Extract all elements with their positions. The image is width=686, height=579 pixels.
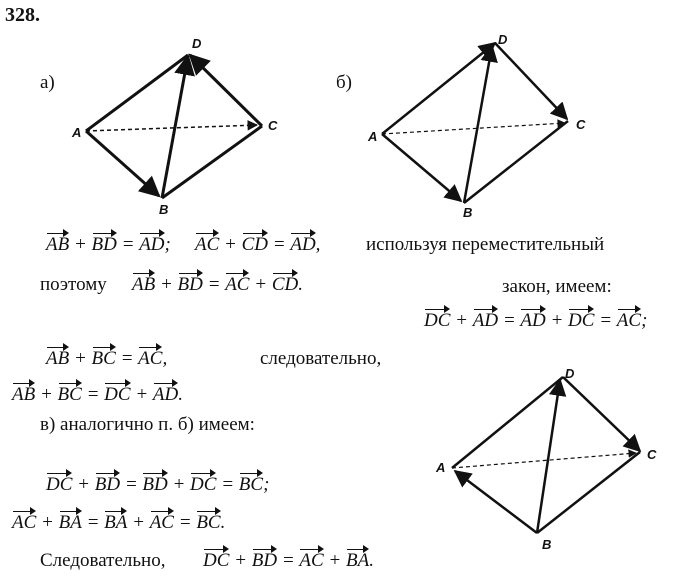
point-B-b: B bbox=[463, 205, 473, 220]
text-using-commutative: используя переместительный bbox=[366, 234, 605, 255]
equation-v1: DC + BD = BD + DC = BC; bbox=[46, 474, 270, 495]
point-A-a: A bbox=[72, 125, 82, 140]
vector-BA-c bbox=[455, 471, 537, 533]
equation-b3: AB + BC = DC + AD. bbox=[12, 384, 183, 405]
text-therefore: поэтому bbox=[40, 274, 107, 295]
point-A-c: A bbox=[436, 460, 446, 475]
text-law-we-have: закон, имеем: bbox=[502, 276, 612, 297]
label-part-b: б) bbox=[336, 72, 352, 93]
point-A-b: A bbox=[368, 129, 378, 144]
text-consequently: следовательно, bbox=[260, 348, 382, 369]
equation-v3: DC + BD = AC + BA. bbox=[203, 550, 374, 571]
equation-a2: AC + CD = AD, bbox=[195, 234, 321, 255]
problem-number: 328. bbox=[5, 4, 40, 26]
point-B-a: B bbox=[159, 202, 169, 217]
equation-b2: AB + BC = AC, bbox=[46, 348, 168, 369]
text-conclusion: Следовательно, bbox=[40, 550, 166, 571]
vector-DC-c bbox=[563, 377, 640, 451]
equation-v2: AC + BA = BA + AC = BC. bbox=[12, 512, 226, 533]
point-C-c: C bbox=[647, 447, 657, 462]
equation-b1: DC + AD = AD + DC = AC; bbox=[424, 310, 648, 331]
segment-AD-c bbox=[452, 377, 563, 468]
point-B-c: B bbox=[542, 537, 552, 552]
segment-BC-c bbox=[537, 452, 640, 533]
vector-AC-c bbox=[452, 453, 636, 468]
label-part-a: а) bbox=[40, 72, 55, 93]
point-D-a: D bbox=[192, 36, 202, 51]
equation-a3: AB + BD = AC + CD. bbox=[132, 274, 303, 295]
text-part-v: в) аналогично п. б) имеем: bbox=[40, 414, 255, 435]
point-C-a: C bbox=[268, 118, 278, 133]
equation-a1: AB + BD = AD; bbox=[46, 234, 171, 255]
vector-BD-c bbox=[537, 380, 560, 533]
point-C-b: C bbox=[576, 117, 586, 132]
point-D-c: D bbox=[565, 366, 575, 381]
point-D-b: D bbox=[498, 32, 508, 47]
